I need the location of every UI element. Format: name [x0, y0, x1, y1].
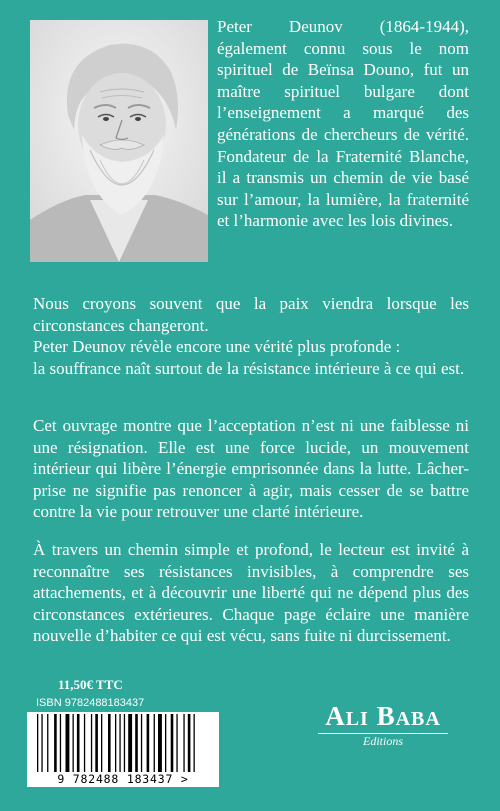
- barcode-bar: [194, 714, 195, 772]
- publisher-subtitle: Editions: [362, 734, 403, 748]
- barcode-bar: [101, 714, 102, 772]
- barcode-bar: [108, 714, 111, 772]
- intro-line: Peter Deunov révèle encore une vérité plus profonde :: [33, 337, 401, 357]
- barcode-bar: [77, 714, 80, 772]
- barcode-bar: [119, 714, 120, 772]
- barcode-bar: [54, 714, 57, 772]
- barcode-bar: [171, 714, 174, 772]
- barcode-bar: [158, 714, 162, 772]
- isbn-label: ISBN 9782488183437: [36, 697, 145, 709]
- barcode-bar: [41, 714, 42, 772]
- barcode-bar: [66, 714, 70, 772]
- barcode-bar: [73, 714, 74, 772]
- isbn-barcode: [27, 712, 219, 787]
- barcode-bar: [95, 714, 98, 772]
- barcode-bar: [135, 714, 138, 772]
- barcode-bar: [128, 714, 132, 772]
- intro-paragraph: [33, 293, 469, 379]
- barcode-bar: [47, 714, 48, 772]
- barcode-digits: 9 782488 183437 >: [57, 772, 189, 786]
- barcode-bar: [176, 714, 177, 772]
- barcode-bar: [60, 714, 61, 772]
- barcode-bar: [115, 714, 116, 772]
- author-portrait: [30, 20, 208, 262]
- barcode-bar: [84, 714, 85, 772]
- intro-line: la souffrance naît surtout de la résistance intérieure à ce qui est.: [33, 358, 465, 378]
- price-label: 11,50€ TTC: [58, 677, 123, 692]
- barcode-bar: [147, 714, 150, 772]
- barcode-bar: [188, 714, 191, 772]
- barcode-bar: [154, 714, 155, 772]
- description-paragraph: Cet ouvrage montre que l’acceptation n’est ni une faiblesse ni une résignation. Elle est une force lucide, un mouvement intérieur qui libère l’énergie emprisonnée dans la lutte. Lâcher-prise ne signifie pas renoncer à agir, mais cesser de se battre contre la vie pour retrouver une clarté intérieure.: [33, 416, 469, 522]
- barcode-bar: [165, 714, 166, 772]
- closing-paragraph: À travers un chemin simple et profond, le lecteur est invité à reconnaître ses résistances invisibles, à comprendre ses attachements, et à découvrir une liberté qui ne dépend plus des circonstances extérieures. Chaque page éclaire une manière nouvelle d’habiter ce qui est vécu, sans fuite ni durcissement.: [33, 540, 469, 646]
- barcode-bar: [37, 714, 38, 772]
- publisher-name: ALI BABA: [325, 701, 441, 731]
- barcode-bar: [141, 714, 142, 772]
- barcode-bar: [91, 714, 92, 772]
- barcode-bar: [183, 714, 184, 772]
- intro-line: Nous croyons souvent que la paix viendra lorsque les circonstances changeront.: [33, 294, 469, 335]
- publisher-logo: [308, 701, 458, 749]
- barcode-bar: [124, 714, 125, 772]
- author-bio: Peter Deunov (1864-1944), également connu sous le nom spirituel de Beïnsa Douno, fut un maître spirituel bulgare dont l’enseignement a marqué des générations de chercheurs de vérité. Fondateur de la Fraternité Blanche, il a transmis un chemin de vie basé sur l’amour, la lumière, la fraternité et l’harmonie avec les lois divines.: [217, 17, 469, 231]
